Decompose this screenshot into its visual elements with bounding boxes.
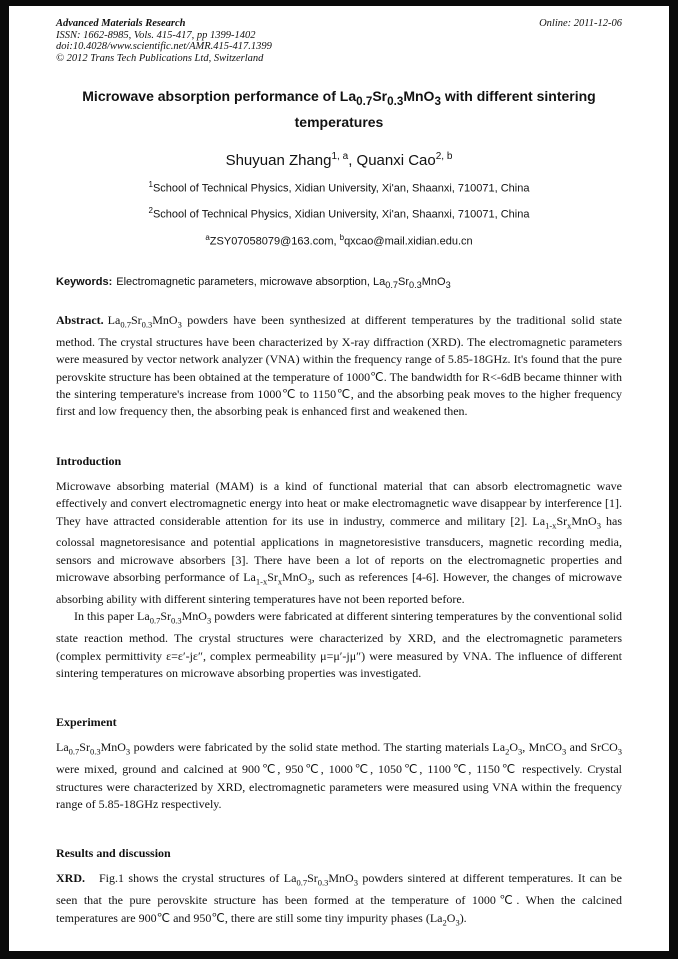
paper-page	[9, 6, 669, 951]
authors-line: Shuyuan Zhang$^{1, a}$, Quanxi Cao$^{2, b}$	[225, 150, 453, 169]
journal-header	[56, 18, 622, 64]
page-content	[9, 6, 669, 931]
experiment-paragraph: $La_{0.7}Sr_{0.3}MnO_3$ powders were fabricated by the solid state method. The starting materials $La_2O_3$, MnCO$_3$ and SrCO$_3$ were mixed, ground and calcined at 900℃, 950℃, 1000℃, 1050℃, 1100℃, 1150℃ respectively. Crystal structures were characterized by XRD, electromagnetic parameters were measured using VNA within the frequency range of 5.85-18GHz respectively.	[56, 740, 622, 812]
abstract-label: Abstract.	[56, 312, 104, 327]
affiliation-2: $^2$School of Technical Physics, Xidian University, Xi'an, Shaanxi, 710071, China	[148, 206, 530, 222]
xrd-label: XRD.	[56, 871, 85, 886]
online-date: Online: 2011-12-06	[539, 18, 622, 29]
abstract-paragraph	[56, 312, 622, 421]
copyright-line: © 2012 Trans Tech Publications Ltd, Switzerland	[56, 52, 264, 64]
journal-header-left	[56, 18, 272, 64]
paper-title: Microwave absorption performance of $La_{0.7}Sr_{0.3}MnO_3$ with different sintering temperatures	[82, 88, 596, 130]
introduction-paragraph-1: Microwave absorbing material (MAM) is a kind of functional material that can absorb electromagnetic wave effectively and convert electromagnetic energy into heat or make electromagnetic wave disappear by interference [1]. They have attracted considerable attention for its use in industry, commerce and military [2]. $La_{1-x}Sr_xMnO_3$ has colossal magnetoresisance and potential applications in magnetoresistive transducers, magnetic recording media, sensors and microwave absorbers [3]. There have been a lot of reports on the electromagnetic properties and microwave absorbing performance of $La_{1-x}Sr_xMnO_3$, such as references [4-6]. However, the changes of microwave absorbing ability with different sintering temperatures have not been reported before.	[56, 478, 622, 606]
keywords-line	[56, 275, 622, 293]
results-xrd-paragraph	[56, 870, 622, 931]
doi-line: doi:10.4028/www.scientific.net/AMR.415-417.1399	[56, 41, 272, 52]
issn-line: ISSN: 1662-8985, Vols. 415-417, pp 1399-1402	[56, 29, 256, 41]
xrd-text: Fig.1 shows the crystal structures of $La_{0.7}Sr_{0.3}MnO_3$ powders sintered at different temperatures. It can be seen that the pure perovskite structure has been formed at the temperature of 1000℃. When the calcined temperatures are 900℃ and 950℃, there are still some tiny impurity phases $(La_2O_3)$.	[56, 871, 622, 928]
section-heading-introduction: Introduction	[56, 453, 122, 468]
affiliation-1: $^1$School of Technical Physics, Xidian University, Xi'an, Shaanxi, 710071, China	[148, 179, 530, 195]
author-emails: $^a$ZSY07058079@163.com, $^b$qxcao@mail.xidian.edu.cn	[205, 233, 473, 248]
section-heading-results: Results and discussion	[56, 846, 171, 861]
keywords-text: Electromagnetic parameters, microwave absorption, $La_{0.7}Sr_{0.3}MnO_3$	[116, 275, 451, 290]
abstract-text: $La_{0.7}Sr_{0.3}MnO_3$ powders have been synthesized at different temperatures by the traditional solid state method. The crystal structures have been characterized by X-ray diffraction (XRD). The electromagnetic parameters were measured by vector network analyzer (VNA) within the frequency range of 5.85-18GHz. It's found that the pure perovskite structure has been obtained at the temperature of 1000℃. The bandwidth for R<-6dB became thinner with the sintering temperature's increase from 1000℃ to 1150℃, and the absorbing peak moves to the higher frequency first and low frequency then, the absorbing peak is enhanced first and weakened then.	[56, 312, 622, 419]
keywords-label: Keywords:	[56, 275, 113, 288]
journal-name: Advanced Materials Research	[56, 18, 186, 29]
introduction-paragraph-2: In this paper $La_{0.7}Sr_{0.3}MnO_3$ powders were fabricated at different sintering temperatures by the conventional solid state reaction method. The crystal structures were characterized by XRD, and the electromagnetic parameters (complex permittivity ε=ε′-jε″, complex permeability μ=μ′-jμ″) were measured by VNA. The influence of different sintering temperatures on microwave absorbing properties was investigated.	[56, 609, 622, 681]
section-heading-experiment: Experiment	[56, 715, 117, 730]
